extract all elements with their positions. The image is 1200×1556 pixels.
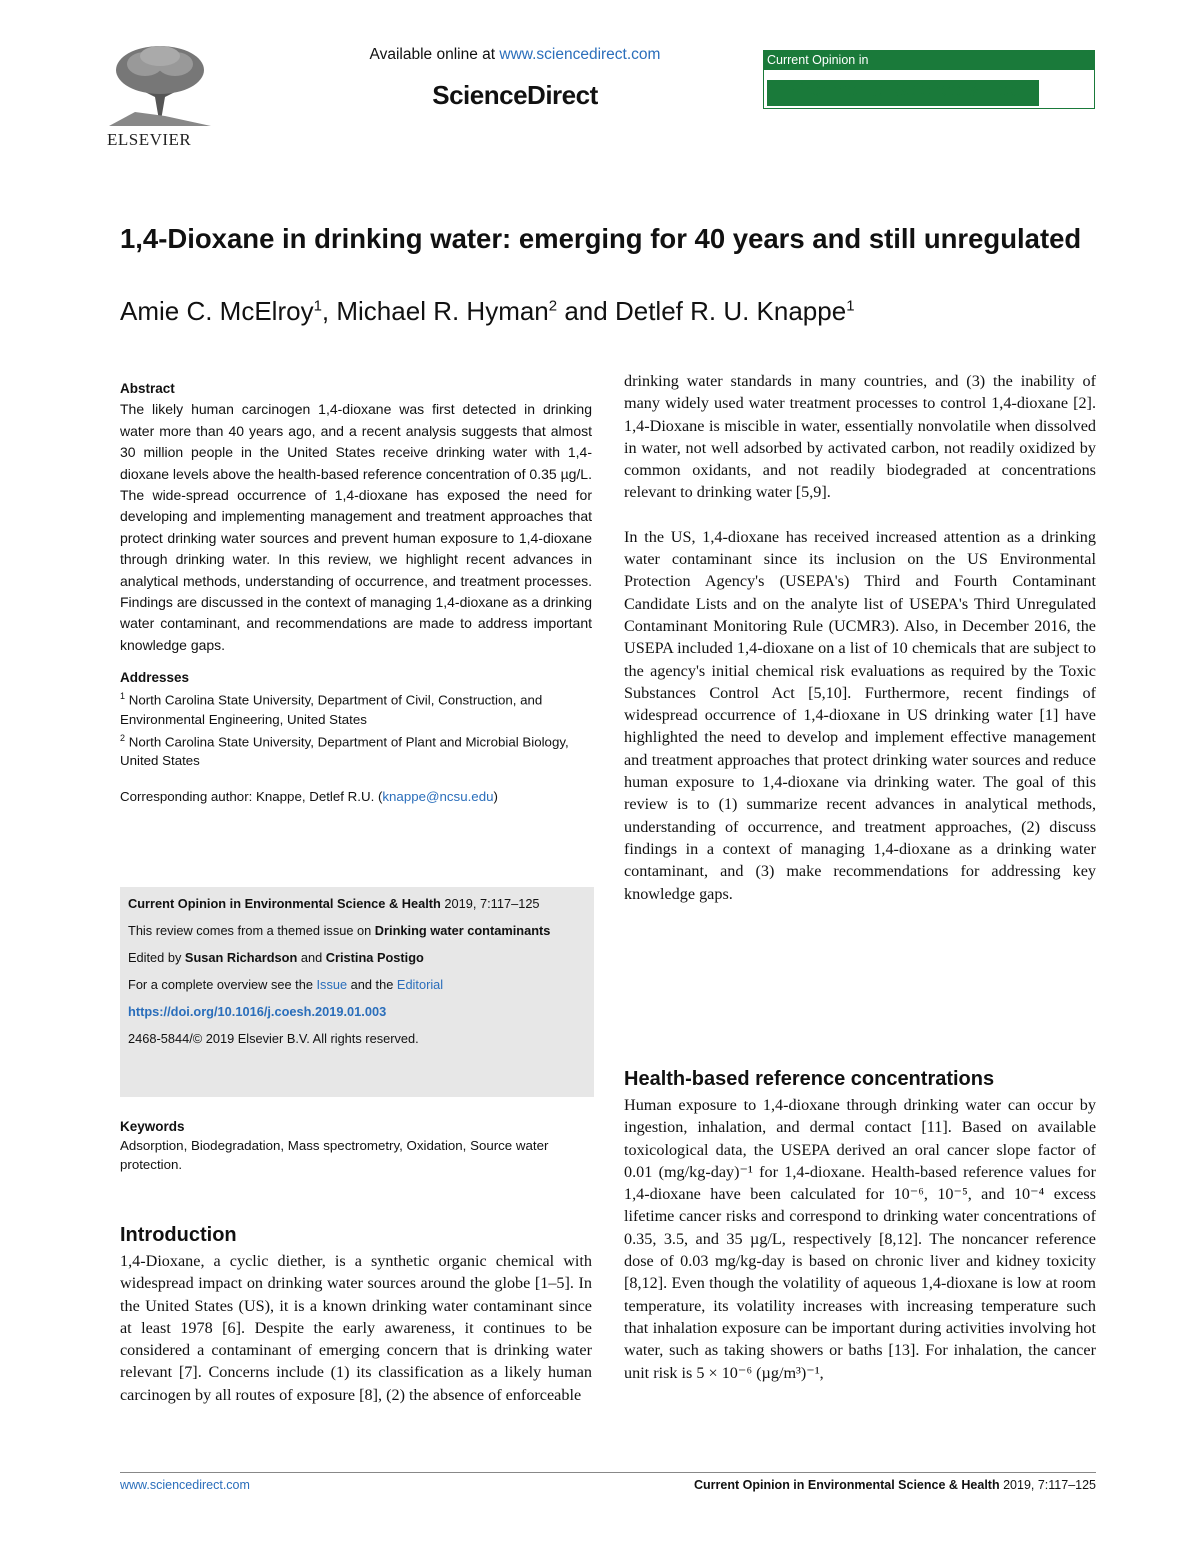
address-item: $^2$ North Carolina State University, Department of Plant and Microbial Biology, United States [120, 732, 569, 769]
article-title: 1,4-Dioxane in drinking water: emerging for 40 years and still unregulated [120, 223, 1082, 254]
article-info-box [120, 887, 594, 1097]
publisher-name: ELSEVIER [107, 130, 192, 149]
overview-line: For a complete overview see the Issue and the Editorial [128, 977, 444, 992]
paragraph: In the US, 1,4-dioxane has received increased attention as a drinking water contaminant since its inclusion on the US Environmental Protection Agency's (USEPA's) Third and Fourth Contaminant Candidate Lists and on the analyte list of USEPA's Third Unregulated Contaminant Monitoring Rule (UCMR3). Also, in December 2016, the USEPA included 1,4-dioxane on a list of 10 chemicals that are subject to the agency's initial chemical risk evaluations as required by the Toxic Substances Control Act [5,10]. Furthermore, recent findings of widespread occurrence of 1,4-dioxane in US drinking water [1] have highlighted the need to develop and implement effective management and treatment approaches that protect drinking water sources and reduce human exposure to 1,4-dioxane via drinking water. The goal of this review is to (1) summarize recent advances in analytical methods, understanding of occurrence, and treatment approaches, (2) discuss findings in a context of managing 1,4-dioxane as a drinking water contaminant, and (3) make recommendations for addressing key knowledge gaps. [624, 527, 1096, 903]
issue-link[interactable]: Issue [316, 977, 348, 992]
rights-line: 2468-5844/© 2019 Elsevier B.V. All rights reserved. [128, 1031, 419, 1046]
introduction-heading: Introduction [120, 1224, 237, 1246]
keywords [120, 1117, 590, 1174]
available-online: Available online at www.sciencedirect.com [369, 46, 661, 63]
editors-line: Edited by Susan Richardson and Cristina Postigo [128, 950, 424, 965]
author-name: Detlef R. U. Knappe [614, 296, 847, 326]
author-name: Michael R. Hyman [336, 296, 549, 326]
footer-citation: Current Opinion in Environmental Science & Health 2019, 7:117–125 [694, 1478, 1096, 1492]
health-heading: Health-based reference concentrations [624, 1068, 995, 1090]
corresponding-author: Corresponding author: Knappe, Detlef R.U. (knappe@ncsu.edu) [120, 789, 498, 805]
footer-site-link[interactable]: www.sciencedirect.com [120, 1478, 250, 1492]
journal-banner-small: Current Opinion in [767, 53, 869, 67]
abstract-text: The likely human carcinogen 1,4-dioxane was first detected in drinking water more than 40 years ago, and a recent analysis suggests that almost 30 million people in the United States receive drinking water with 1,4-dioxane levels above the health-based reference concentration of 0.35 µg/L. The wide-spread occurrence of 1,4-dioxane has exposed the need for developing and implementing management and treatment approaches that protect drinking water sources and prevent human exposure to 1,4-dioxane through drinking water. In this review, we highlight recent advances in analytical methods, understanding of occurrence, and treatment processes. Findings are discussed in the context of managing 1,4-dioxane as a drinking water contaminant, and recommendations are made to address important knowledge gaps. [120, 401, 592, 653]
platform-name: ScienceDirect [432, 80, 598, 110]
journal-banner [763, 50, 1095, 109]
footer-divider [120, 1472, 1096, 1473]
themed-issue: This review comes from a themed issue on Drinking water contaminants [128, 923, 551, 938]
author-name: Amie C. McElroy [120, 296, 314, 326]
email-link[interactable]: knappe@ncsu.edu [382, 789, 494, 805]
sciencedirect-link[interactable]: www.sciencedirect.com [499, 46, 661, 63]
author-list: Amie C. McElroy$^1$, Michael R. Hyman$^2$ and Detlef R. U. Knappe$^1$ [120, 296, 855, 326]
right-column [624, 370, 1096, 905]
address-item: $^1$ North Carolina State University, Department of Civil, Construction, and Environmental Engineering, United States [120, 691, 543, 727]
abstract-heading: Abstract [120, 381, 175, 396]
addresses-heading: Addresses [120, 670, 190, 686]
health-text: Human exposure to 1,4-dioxane through drinking water can occur by ingestion, inhalation, and dermal contact [11]. Based on available toxicological data, the USEPA derived an oral cancer slope factor of 0.01 (mg/kg-day)⁻¹ for 1,4-dioxane. Health-based reference values for 1,4-dioxane have been calculated for 10⁻⁶, 10⁻⁵, and 10⁻⁴ excess lifetime cancer risks and correspond to drinking water concentrations of 0.35, 3.5, and 35 µg/L, respectively [8,12]. The noncancer reference dose of 0.03 mg/kg-day is based on chronic liver and kidney toxicity [8,12]. Even though the volatility of aqueous 1,4-dioxane is low at room temperature, its volatility increases with increasing temperature such that inhalation exposure can be important during activities involving hot water, such as taking showers or baths [13]. For inhalation, the cancer unit risk is 5 × 10⁻⁶ (µg/m³)⁻¹, [624, 1096, 1096, 1382]
introduction-text: 1,4-Dioxane, a cyclic diether, is a synthetic organic chemical with widespread impact on drinking water sources around the globe [1–5]. In the United States (US), it is a known drinking water contaminant since at least 1978 [6]. Despite the early awareness, it continues to be considered a contaminant of emerging concern that is drinking water relevant [7]. Concerns include (1) its classification as a likely human carcinogen by all routes of exposure [8], (2) the absence of enforceable [120, 1252, 592, 1404]
editorial-link[interactable]: Editorial [396, 977, 444, 992]
journal-banner-title: Environmental Science & Health [767, 80, 1039, 106]
paragraph: drinking water standards in many countries, and (3) the inability of many widely used water treatment processes to control 1,4-dioxane [2]. 1,4-Dioxane is miscible in water, essentially nonvolatile when dissolved in water, not well adsorbed by activated carbon, not readily oxidized by common oxidants, and not readily biodegraded at concentrations relevant to drinking water [5,9]. [624, 372, 1096, 502]
addresses [120, 668, 592, 770]
citation-line: Current Opinion in Environmental Science & Health 2019, 7:117–125 [128, 896, 540, 911]
doi-link[interactable]: https://doi.org/10.1016/j.coesh.2019.01.003 [128, 1004, 387, 1019]
left-column [120, 378, 592, 808]
keywords-text: Adsorption, Biodegradation, Mass spectrometry, Oxidation, Source water protection. [120, 1138, 549, 1172]
keywords-heading: Keywords [120, 1119, 185, 1134]
